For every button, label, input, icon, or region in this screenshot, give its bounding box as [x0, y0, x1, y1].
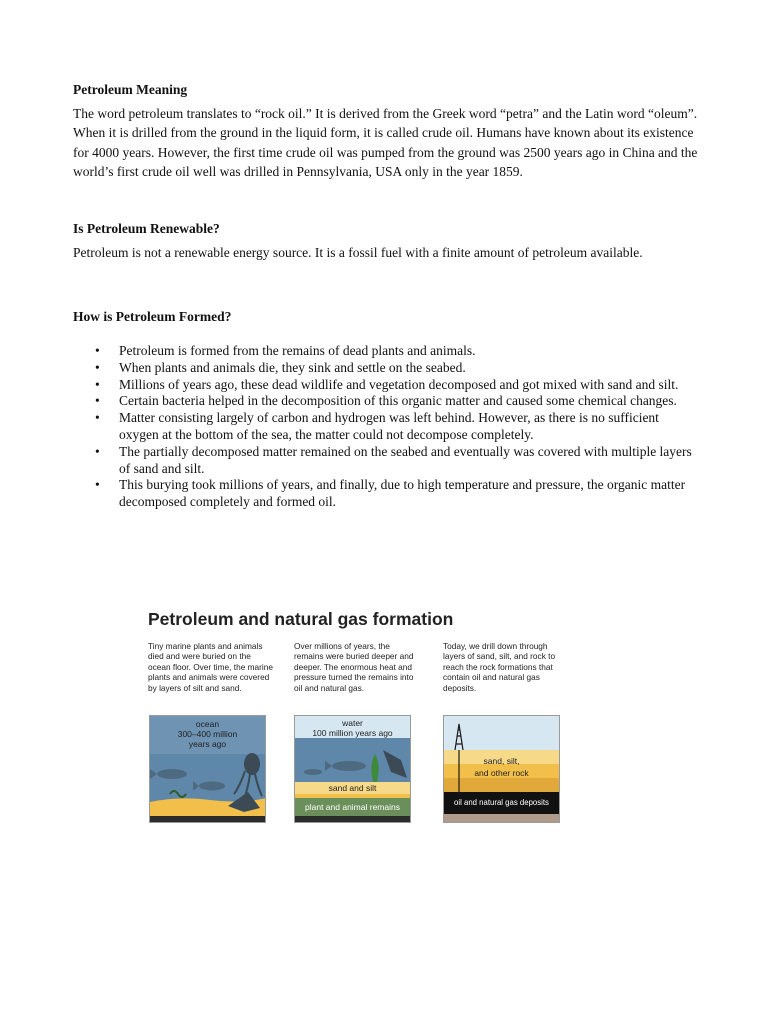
formation-bullet-list	[73, 343, 693, 511]
list-item: • Millions of years ago, these dead wildlife and vegetation decomposed and got mixed with sand and silt.	[95, 376, 679, 392]
paragraph-renewable: Petroleum is not a renewable energy source. It is a fossil fuel with a finite amount of petroleum available.	[73, 245, 643, 260]
panel2-label-remains: plant and animal remains	[305, 802, 400, 812]
panel2-label-water: water	[342, 718, 363, 728]
panel3-label-deposits: oil and natural gas deposits	[454, 798, 549, 807]
list-item: • This burying took millions of years, and finally, due to high temperature and pressure, the organic matter decomposed completely and formed oil.	[95, 477, 686, 510]
bullet-icon: •	[95, 393, 100, 409]
figure-title: Petroleum and natural gas formation	[148, 609, 454, 629]
panel3-label-rock2: and other rock	[474, 768, 529, 778]
panel-ancient-ocean	[149, 715, 266, 823]
list-item: • The partially decomposed matter remained on the seabed and eventually was covered with multiple layers of sand and silt.	[95, 443, 692, 476]
panel-today-drilling	[443, 715, 560, 823]
panel2-caption: Over millions of years, the remains were buried deeper and deeper. The enormous heat and pressure turned the remains into oil and natural gas.	[294, 641, 414, 693]
panel-burial	[294, 715, 411, 823]
heading-is-petroleum-renewable: Is Petroleum Renewable?	[73, 221, 220, 236]
bullet-icon: •	[95, 376, 100, 392]
list-item: • Matter consisting largely of carbon and hydrogen was left behind. However, as there is no sufficient oxygen at the bottom of the sea, the matter could not decompose completely.	[95, 410, 659, 442]
panel1-label-age2: years ago	[188, 739, 227, 749]
list-item: • Certain bacteria helped in the decomposition of this organic matter and caused some chemical changes.	[95, 393, 677, 409]
list-item: • Petroleum is formed from the remains of dead plants and animals.	[95, 343, 476, 358]
panel1-label-ocean: ocean	[195, 719, 220, 729]
panel2-label-sand-silt: sand and silt	[328, 783, 377, 793]
fish-icon	[304, 769, 322, 775]
panel1-caption: Tiny marine plants and animals died and were buried on the ocean floor. Over time, the marine plants and animals were covered by layers of silt and sand.	[148, 641, 273, 693]
paragraph-petroleum-meaning: The word petroleum translates to “rock oil.” It is derived from the Greek word “petra” and the Latin word “oleum”. When it is drilled from the ground in the liquid form, it is called crude oil. Humans have known about its existence for 4000 years. However, the first time crude oil was pumped from the ground was 2500 years ago in China and the world’s first crude oil well was drilled in Pennsylvania, USA only in the year 1859.	[73, 106, 698, 179]
bullet-icon: •	[95, 359, 100, 375]
panel1-label-age1: 300–400 million	[177, 729, 238, 739]
panel3-label-rock1: sand, silt,	[483, 756, 520, 766]
panel2-label-age: 100 million years ago	[312, 728, 393, 738]
heading-how-formed: How is Petroleum Formed?	[73, 309, 232, 324]
bullet-icon: •	[95, 443, 100, 459]
bullet-icon: •	[95, 343, 100, 358]
bullet-icon: •	[95, 477, 100, 493]
heading-petroleum-meaning: Petroleum Meaning	[73, 82, 188, 97]
petroleum-formation-figure	[145, 605, 565, 830]
bullet-icon: •	[95, 410, 100, 426]
list-item: • When plants and animals die, they sink and settle on the seabed.	[95, 359, 466, 375]
panel3-caption: Today, we drill down through layers of sand, silt, and rock to reach the rock formations that contain oil and natural gas deposits.	[443, 641, 556, 693]
